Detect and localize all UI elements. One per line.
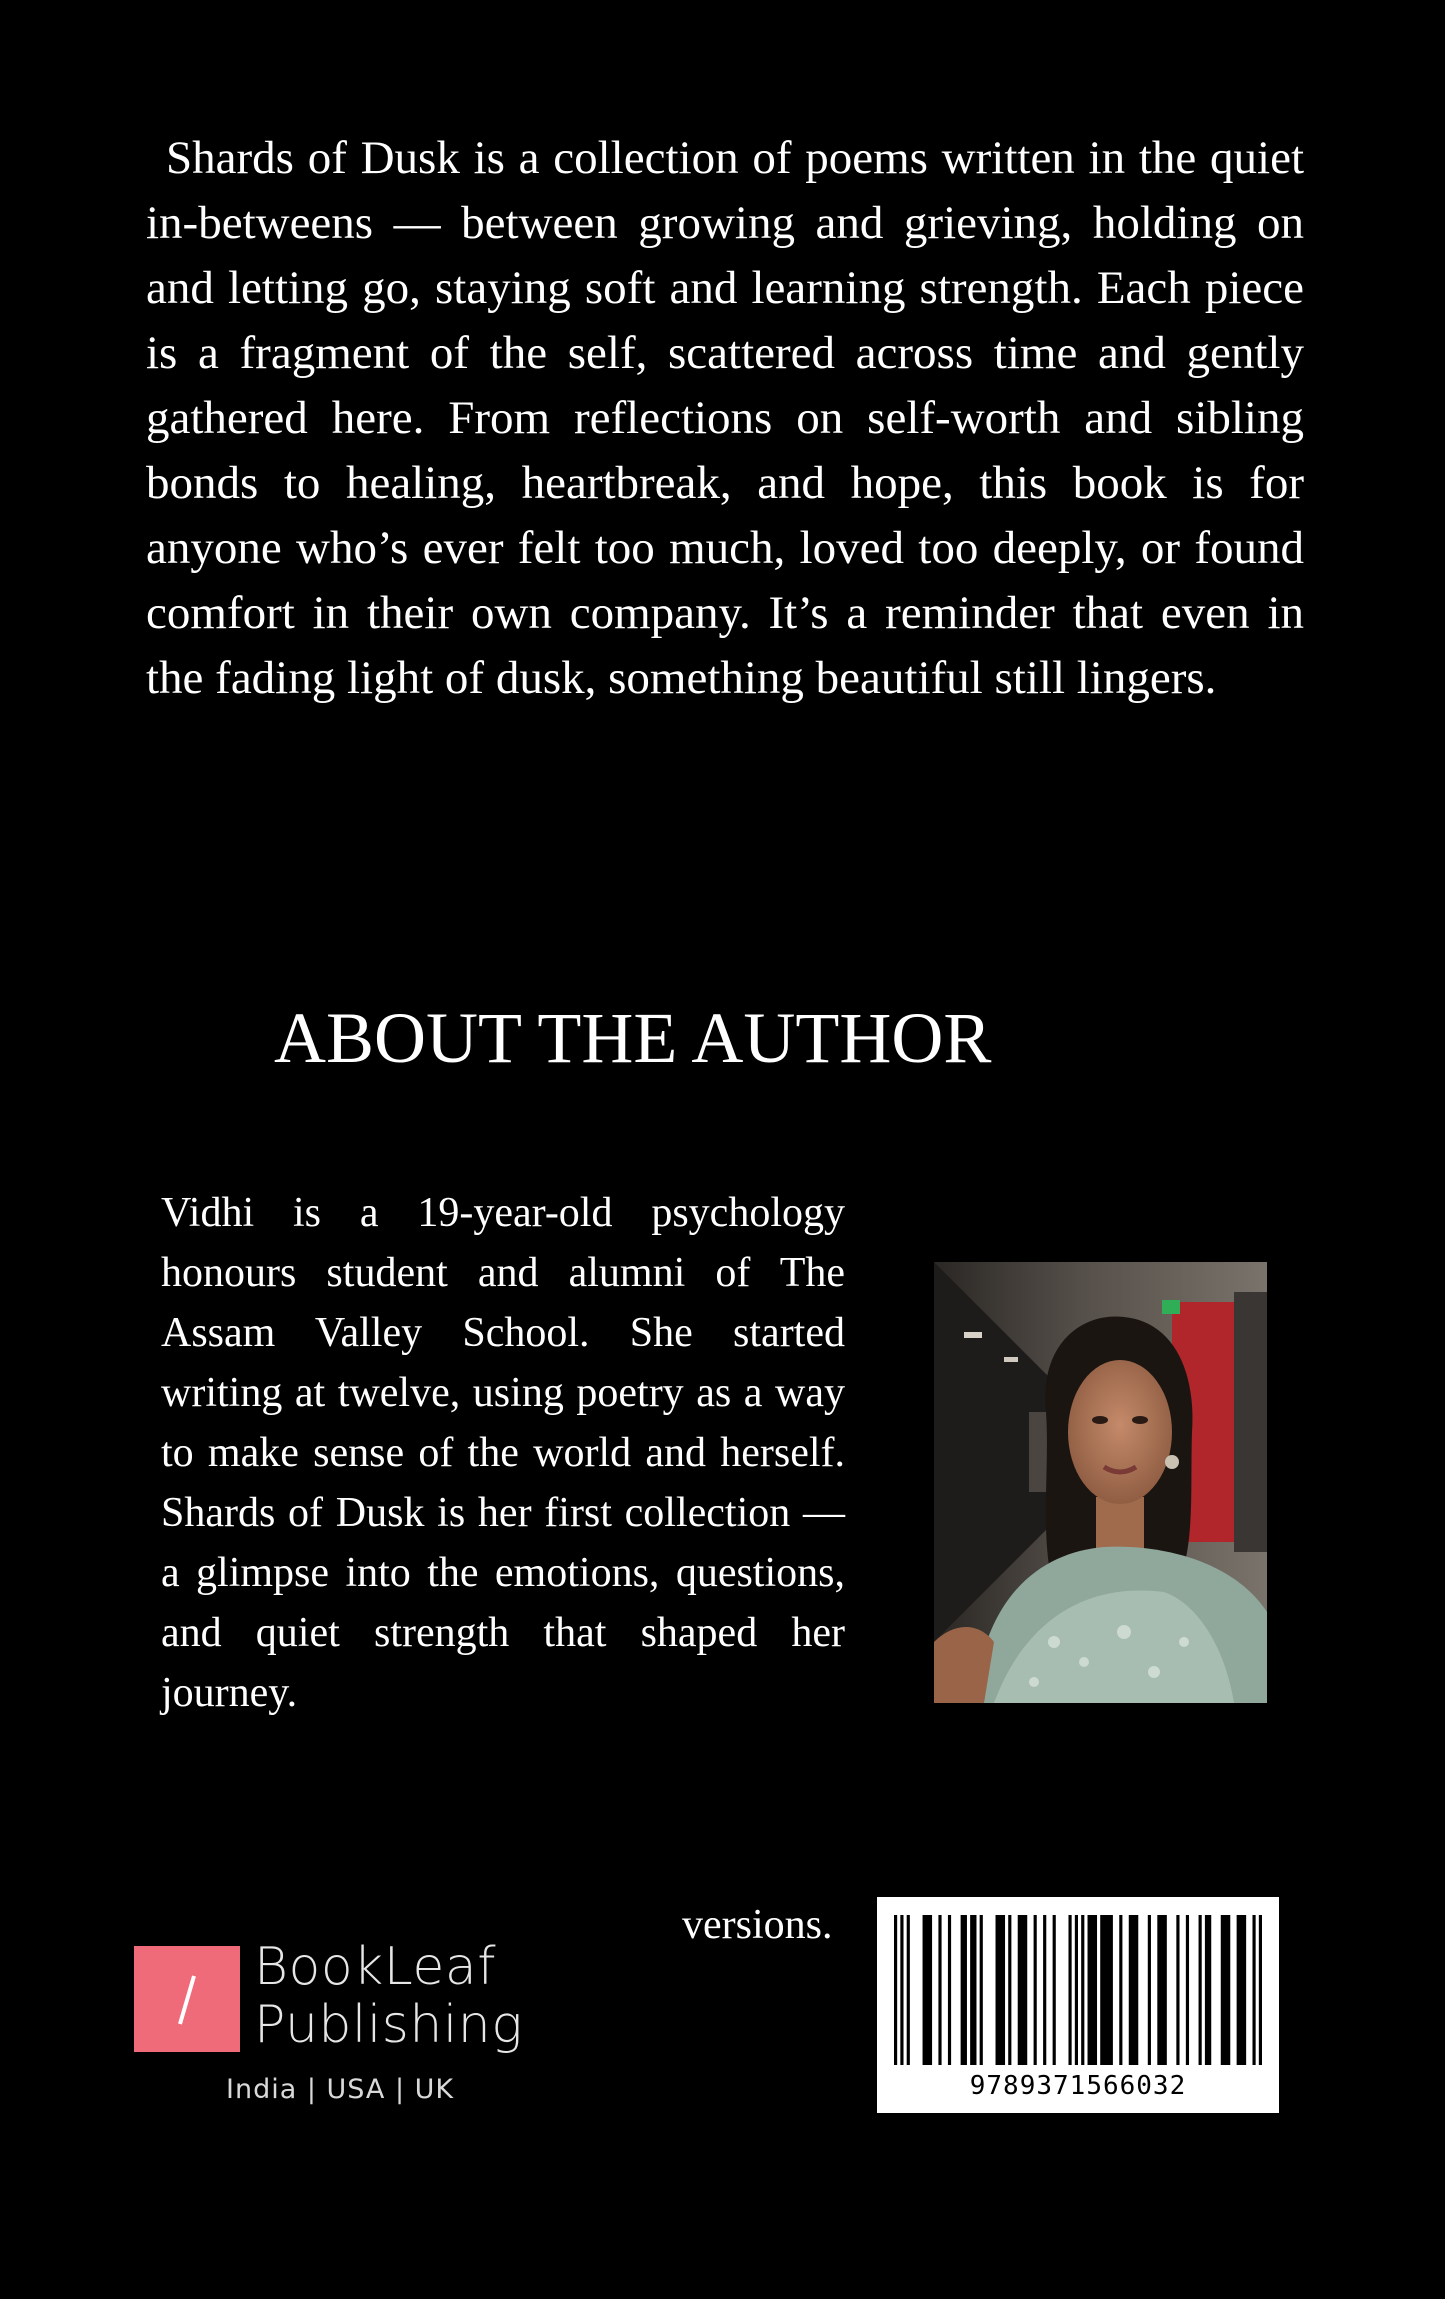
barcode-bar bbox=[907, 1915, 910, 2065]
barcode-bar bbox=[1034, 1915, 1037, 2065]
barcode-bar bbox=[1252, 1915, 1255, 2065]
barcode-bar bbox=[1237, 1915, 1247, 2065]
barcode-bar bbox=[996, 1915, 1006, 2065]
barcode-bar bbox=[900, 1915, 903, 2065]
barcode-bar bbox=[980, 1915, 983, 2065]
slash-icon bbox=[134, 1946, 240, 2052]
barcode-bar bbox=[1008, 1915, 1011, 2065]
publisher-regions: India | USA | UK bbox=[226, 2074, 455, 2105]
barcode-bar bbox=[938, 1915, 941, 2065]
publisher-logo bbox=[134, 1938, 554, 2113]
barcode-bar bbox=[1221, 1915, 1231, 2065]
barcode-bar bbox=[1205, 1915, 1211, 2065]
barcode-bar bbox=[894, 1915, 897, 2065]
barcode-bar bbox=[1018, 1915, 1028, 2065]
back-cover-blurb: Shards of Dusk is a collection of poems written in the quiet in-betweens — between growing and grieving, holding on and letting go, staying soft and learning strength. Each piece is a fragment of the self, scattered across time and gently gathered here. From reflections on self-worth and sibling bonds to healing, heartbreak, and hope, this book is for anyone who’s ever felt too much, loved too deeply, or found comfort in their own company. It’s a reminder that even in the fading light of dusk, something beautiful still lingers. bbox=[146, 132, 1304, 704]
isbn-number: 9789371566032 bbox=[969, 2071, 1187, 2101]
publisher-name-line1: BookLeaf bbox=[254, 1937, 497, 1997]
barcode-bar bbox=[1053, 1915, 1056, 2065]
barcode-bar bbox=[1075, 1915, 1078, 2065]
about-author-heading: ABOUT THE AUTHOR bbox=[274, 998, 992, 1078]
barcode-bar bbox=[1129, 1915, 1139, 2065]
barcode-bar bbox=[1081, 1915, 1084, 2065]
barcode-bar bbox=[1088, 1915, 1098, 2065]
barcode-bar bbox=[1259, 1915, 1262, 2065]
barcode-bar bbox=[1199, 1915, 1202, 2065]
barcode-bar bbox=[1100, 1915, 1113, 2065]
barcode-bar bbox=[1043, 1915, 1046, 2065]
barcode-bar bbox=[1068, 1915, 1071, 2065]
barcode-bar bbox=[1119, 1915, 1122, 2065]
barcode-bar bbox=[948, 1915, 951, 2065]
barcode-bar bbox=[1148, 1915, 1151, 2065]
publisher-name bbox=[254, 1938, 523, 2054]
barcode-bar bbox=[1176, 1915, 1179, 2065]
barcode-bar bbox=[961, 1915, 967, 2065]
isbn-barcode bbox=[877, 1897, 1279, 2113]
publisher-name-line2: Publishing bbox=[254, 1995, 523, 2055]
barcode-bar bbox=[970, 1915, 976, 2065]
versions-text: versions. bbox=[682, 1902, 833, 1948]
author-photo bbox=[934, 1262, 1267, 1703]
author-bio: Vidhi is a 19-year-old psychology honours student and alumni of The Assam Valley School. She started writing at twelve, using poetry as a way to make sense of the world and herself. Shards of Dusk is her first collection — a glimpse into the emotions, questions, and quiet strength that shaped her journey. bbox=[161, 1190, 845, 1716]
barcode-bar bbox=[1157, 1915, 1167, 2065]
barcode-bar bbox=[1186, 1915, 1189, 2065]
barcode-bars bbox=[894, 1915, 1262, 2065]
barcode-bar bbox=[923, 1915, 933, 2065]
